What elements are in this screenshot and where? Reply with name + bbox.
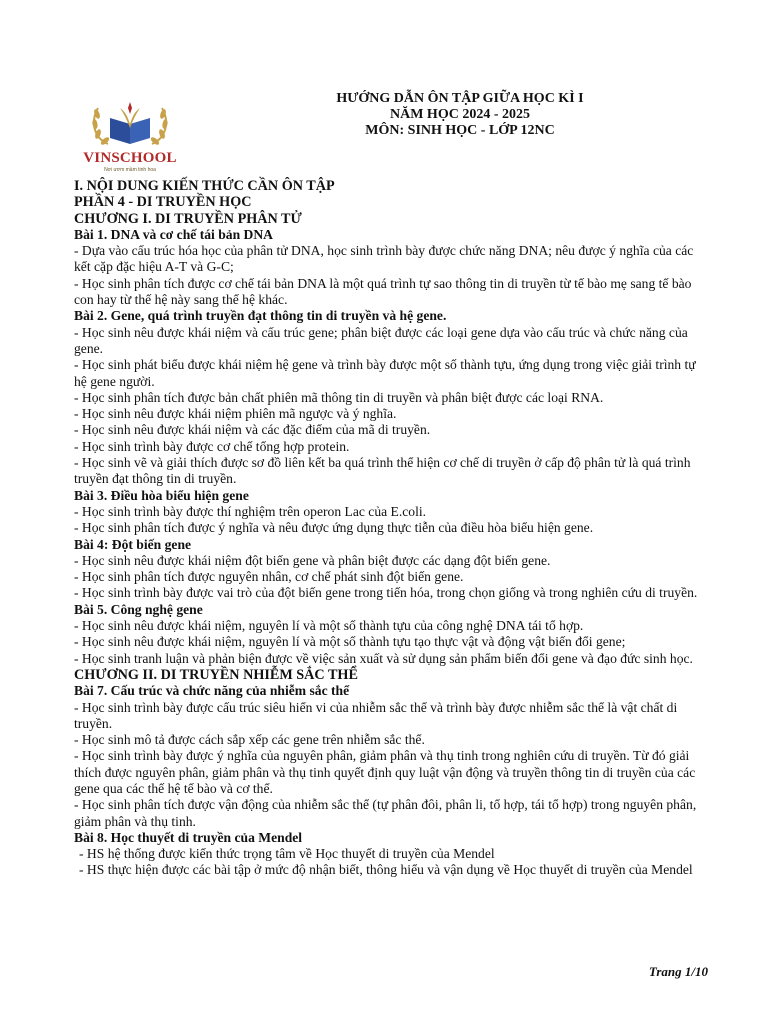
list-item: - Học sinh trình bày được thí nghiệm trên operon Lac của E.coli. [74, 503, 427, 519]
list-item: - Học sinh nêu được khái niệm phiên mã ngược và ý nghĩa. [74, 406, 397, 422]
list-item: - Học sinh phân tích được nguyên nhân, cơ chế phát sinh đột biến gene. [74, 569, 464, 585]
list-item: - Học sinh phân tích được cơ chế tái bản DNA là một quá trình tự sao thông tin di truyền từ tế bào mẹ sang tế bào con hay từ thế hệ này sang thế hệ khác. [74, 275, 692, 308]
logo-name: VINSCHOOL [83, 150, 177, 166]
list-item: - Học sinh trình bày được ý nghĩa của nguyên phân, giảm phân và thụ tinh trong nghiên cứu di truyền. Từ đó giải thích được nguyên phân, giảm phân và thụ tinh quyết định quy luật vận động và truyền thông tin di truyền của các gene qua các thế hệ tế bào và cơ thể. [74, 748, 696, 796]
list-item: - Học sinh trình bày được cơ chế tổng hợp protein. [74, 438, 350, 454]
header-subject: MÔN: SINH HỌC - LỚP 12NC [365, 123, 555, 138]
chapter-1-title: CHƯƠNG I. DI TRUYỀN PHÂN TỬ [74, 210, 302, 227]
book-crest-icon [80, 98, 180, 152]
page-number: Trang 1/10 [648, 964, 708, 979]
list-item: - Học sinh mô tả được cách sắp xếp các gene trên nhiễm sắc thể. [74, 732, 425, 748]
part-title: PHẦN 4 - DI TRUYỀN HỌC [74, 194, 252, 211]
lesson-3-title: Bài 3. Điều hòa biểu hiện gene [74, 487, 249, 503]
list-item: - Học sinh trình bày được cấu trúc siêu hiển vi của nhiễm sắc thể và trình bày được nhiễm sắc thể là vật chất di truyền. [74, 699, 678, 731]
section-title: I. NỘI DUNG KIẾN THỨC CẦN ÔN TẬP [74, 178, 335, 194]
lesson-7-title: Bài 7. Cấu trúc và chức năng của nhiễm sắc thể [74, 683, 350, 699]
document-header [270, 91, 650, 139]
list-item: - Học sinh vẽ và giải thích được sơ đồ liên kết ba quá trình thể hiện cơ chế di truyền ở cấp độ phân tử là quá trình truyền đạt thông tin di truyền. [74, 455, 691, 487]
header-title: HƯỚNG DẪN ÔN TẬP GIỮA HỌC KÌ I [336, 91, 584, 106]
lesson-2-title: Bài 2. Gene, quá trình truyền đạt thông tin di truyền và hệ gene. [74, 308, 447, 324]
logo-tagline: Nơi ươm mầm tinh hoa [104, 167, 156, 173]
list-item: - Học sinh phân tích được ý nghĩa và nêu được ứng dụng thực tiễn của điều hòa biểu hiện gene. [74, 520, 594, 536]
lesson-4-title: Bài 4: Đột biến gene [74, 536, 192, 552]
list-item: - Học sinh phân tích được vận động của nhiễm sắc thể (tự phân đôi, phân li, tổ hợp, tái tổ hợp) trong nguyên phân, giảm phân và thụ tinh. [74, 797, 697, 829]
lesson-1-title: Bài 1. DNA và cơ chế tái bản DNA [74, 226, 273, 242]
list-item: - HS thực hiện được các bài tập ở mức độ nhận biết, thông hiểu và vận dụng về Học thuyết di truyền của Mendel [79, 862, 693, 878]
list-item: - Dựa vào cấu trúc hóa học của phân tử DNA, học sinh trình bày được chức năng DNA; nêu được ý nghĩa của các kết cặp đặc hiệu A-T và G-C; [74, 243, 694, 275]
document-body [74, 178, 702, 879]
vinschool-logo [80, 98, 180, 176]
list-item: - Học sinh nêu được khái niệm, nguyên lí và một số thành tựu của công nghệ DNA tái tổ hợp. [74, 618, 584, 634]
chapter-2-title: CHƯƠNG II. DI TRUYỀN NHIỄM SẮC THỂ [74, 666, 358, 683]
header-school-year: NĂM HỌC 2024 - 2025 [390, 107, 530, 122]
list-item: - Học sinh nêu được khái niệm và các đặc điểm của mã di truyền. [74, 422, 431, 438]
list-item: - Học sinh phân tích được bản chất phiên mã thông tin di truyền và phân biệt được các loại RNA. [74, 389, 604, 405]
list-item: - Học sinh nêu được khái niệm và cấu trúc gene; phân biệt được các loại gene dựa vào cấu trúc và chức năng của gene. [74, 324, 688, 356]
list-item: - Học sinh trình bày được vai trò của đột biến gene trong tiến hóa, trong chọn giống và trong nghiên cứu di truyền. [74, 585, 698, 601]
list-item: - HS hệ thống được kiến thức trọng tâm về Học thuyết di truyền của Mendel [79, 846, 495, 862]
lesson-8-title: Bài 8. Học thuyết di truyền của Mendel [74, 829, 303, 845]
list-item: - Học sinh tranh luận và phản biện được về việc sản xuất và sử dụng sản phẩm biến đổi gene và đạo đức sinh học. [74, 650, 693, 666]
lesson-5-title: Bài 5. Công nghệ gene [74, 601, 203, 617]
list-item: - Học sinh nêu được khái niệm, nguyên lí và một số thành tựu tạo thực vật và động vật biến đổi gene; [74, 634, 626, 650]
list-item: - Học sinh nêu được khái niệm đột biến gene và phân biệt được các dạng đột biến gene. [74, 552, 551, 568]
list-item: - Học sinh phát biểu được khái niệm hệ gene và trình bày được một số thành tựu, ứng dụng trong việc giải trình tự hệ gene người. [74, 357, 696, 389]
